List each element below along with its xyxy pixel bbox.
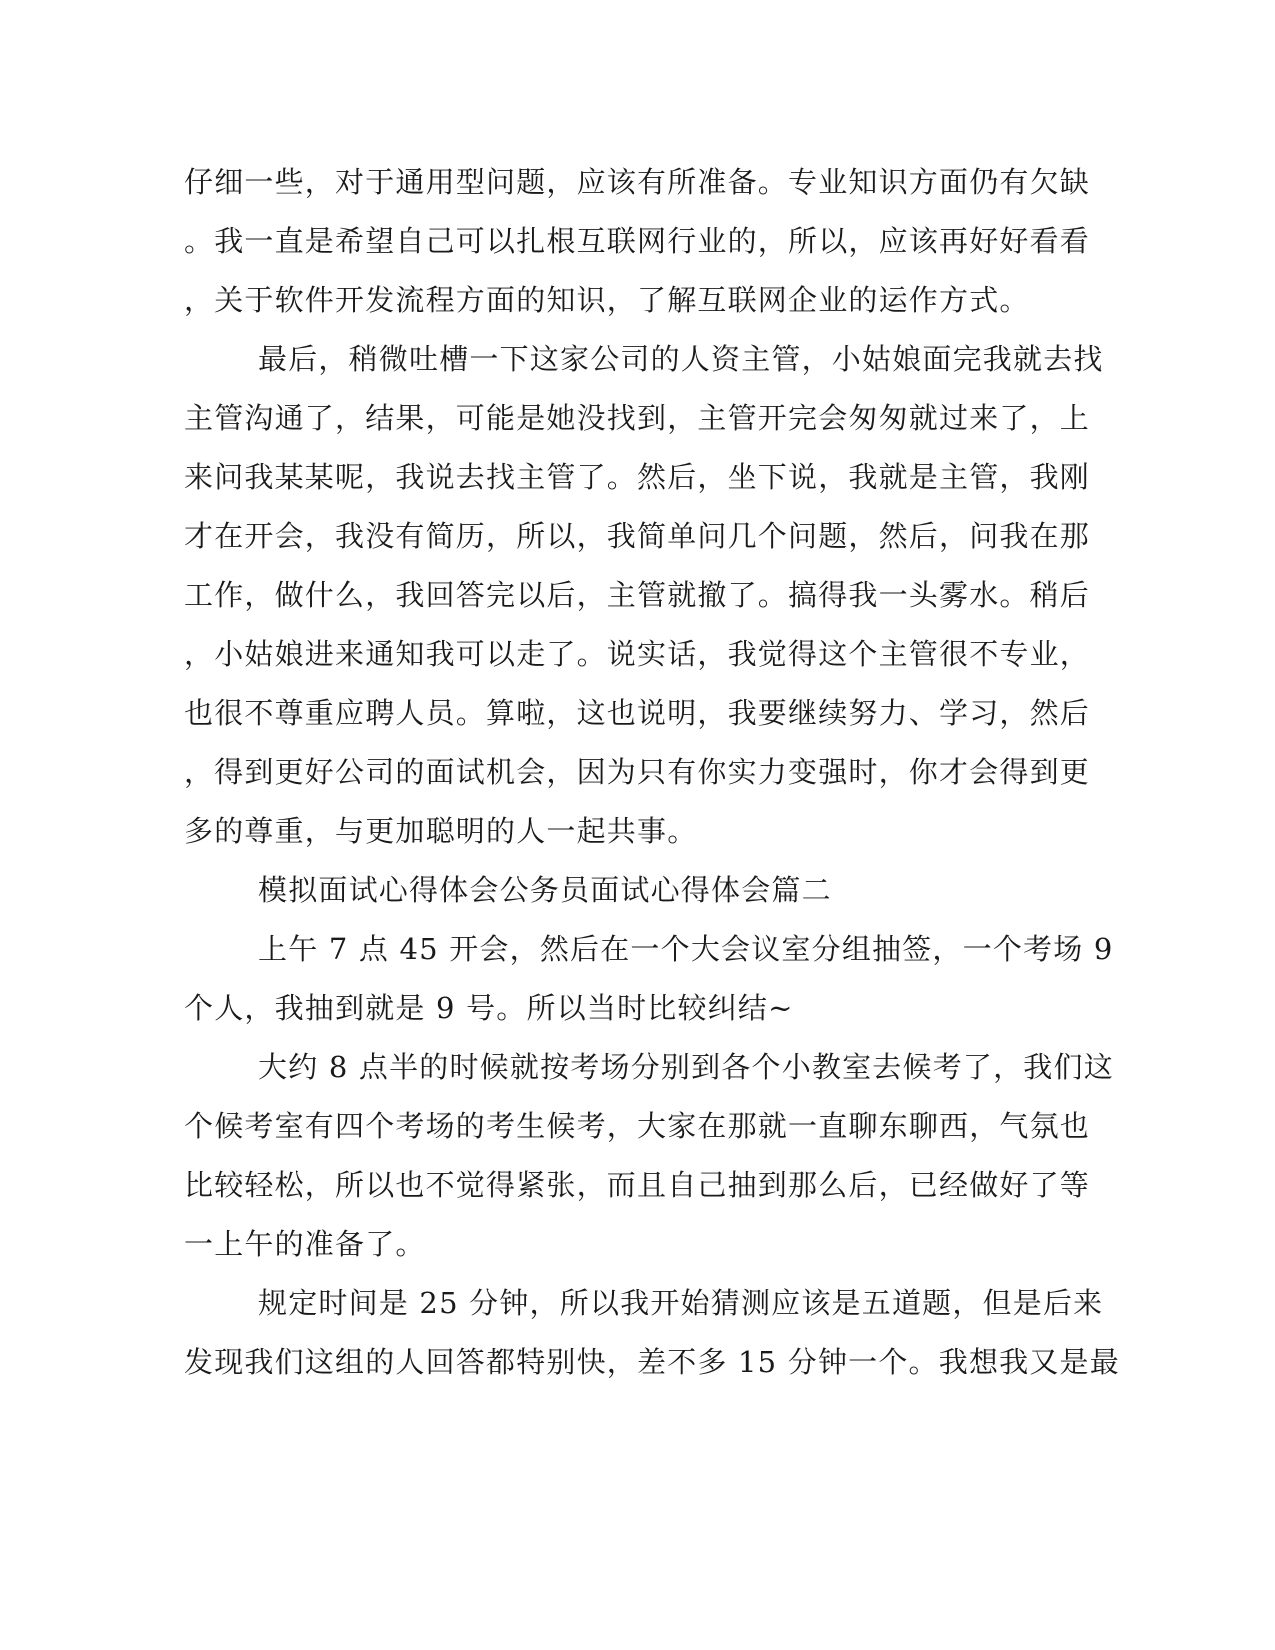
text-line: 仔细一些，对于通用型问题，应该有所准备。专业知识方面仍有欠缺: [184, 165, 1091, 199]
text-line: 大约 8 点半的时候就按考场分别到各个小教室去候考了，我们这: [258, 1050, 1114, 1084]
text-line: ，得到更好公司的面试机会，因为只有你实力变强时，你才会得到更: [184, 755, 1091, 789]
text-line: 多的尊重，与更加聪明的人一起共事。: [184, 814, 698, 848]
section-heading: 模拟面试心得体会公务员面试心得体会篇二: [258, 873, 832, 907]
text-line: 比较轻松，所以也不觉得紧张，而且自己抽到那么后，已经做好了等: [184, 1168, 1091, 1202]
text-line: 最后，稍微吐槽一下这家公司的人资主管，小姑娘面完我就去找: [258, 342, 1104, 376]
text-line: 也很不尊重应聘人员。算啦，这也说明，我要继续努力、学习，然后: [184, 696, 1091, 730]
text-line: 才在开会，我没有简历，所以，我简单问几个问题，然后，问我在那: [184, 519, 1091, 553]
text-line: ，小姑娘进来通知我可以走了。说实话，我觉得这个主管很不专业，: [184, 637, 1091, 671]
text-line: 个候考室有四个考场的考生候考，大家在那就一直聊东聊西，气氛也: [184, 1109, 1091, 1143]
text-line: 发现我们这组的人回答都特别快，差不多 15 分钟一个。我想我又是最: [184, 1345, 1120, 1379]
text-line: 来问我某某呢，我说去找主管了。然后，坐下说，我就是主管，我刚: [184, 460, 1091, 494]
text-line: 规定时间是 25 分钟，所以我开始猜测应该是五道题，但是后来: [258, 1286, 1104, 1320]
text-line: 上午 7 点 45 开会，然后在一个大会议室分组抽签，一个考场 9: [258, 932, 1114, 966]
text-line: 工作，做什么，我回答完以后，主管就撤了。搞得我一头雾水。稍后: [184, 578, 1091, 612]
text-line: ，关于软件开发流程方面的知识，了解互联网企业的运作方式。: [184, 283, 1030, 317]
text-line: 一上午的准备了。: [184, 1227, 426, 1261]
text-line: 个人，我抽到就是 9 号。所以当时比较纠结~: [184, 991, 794, 1025]
text-line: 。我一直是希望自己可以扎根互联网行业的，所以，应该再好好看看: [184, 224, 1091, 258]
text-line: 主管沟通了，结果，可能是她没找到，主管开完会匆匆就过来了，上: [184, 401, 1091, 435]
